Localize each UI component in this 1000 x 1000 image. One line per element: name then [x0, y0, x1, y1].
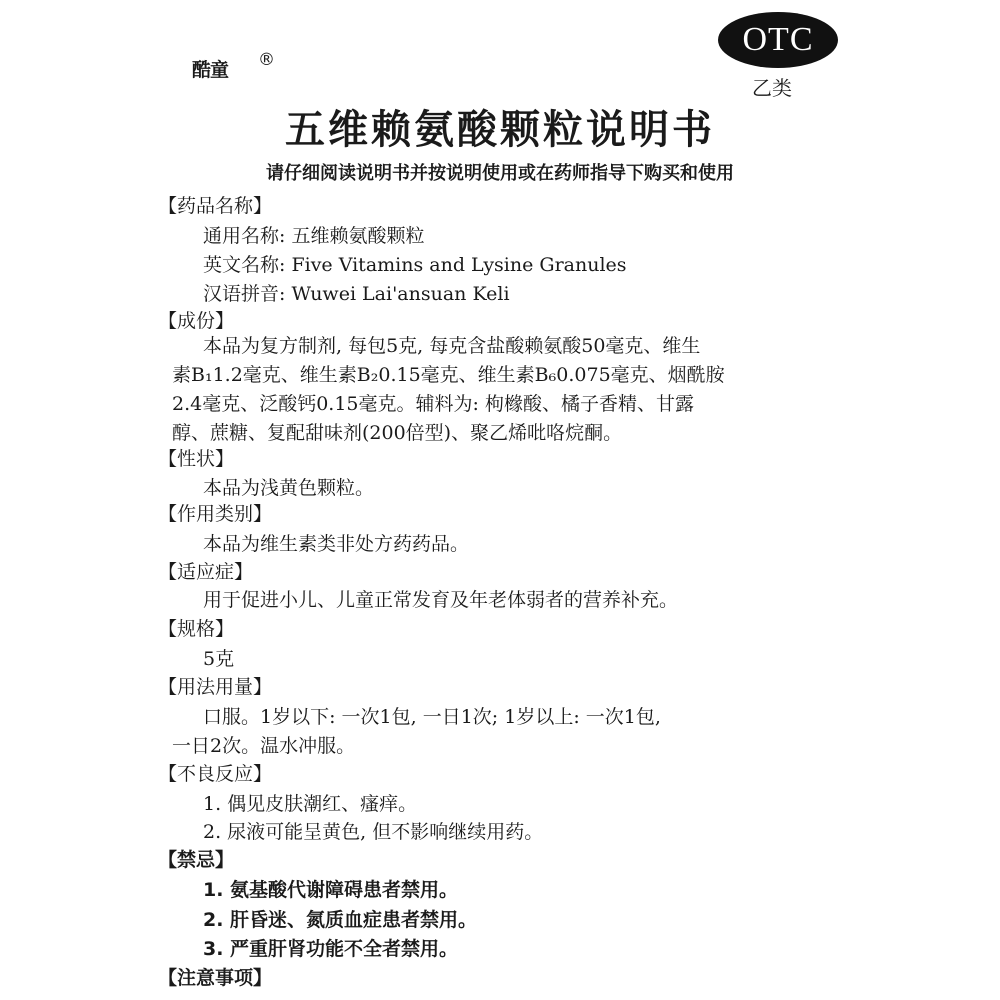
contraindication-item-3: 3. 严重肝肾功能不全者禁用。 [203, 938, 459, 960]
section-heading-drug-name: 【药品名称】 [158, 195, 273, 217]
ingredients-line-1: 本品为复方制剂, 每包5克, 每克含盐酸赖氨酸50毫克、维生 [203, 335, 701, 357]
contraindication-item-1: 1. 氨基酸代谢障碍患者禁用。 [203, 879, 459, 901]
section-heading-category: 【作用类别】 [158, 503, 273, 525]
adverse-item-1: 1. 偶见皮肤潮红、瘙痒。 [203, 793, 418, 815]
dosage-line-2: 一日2次。温水冲服。 [172, 735, 356, 757]
indications-text: 用于促进小儿、儿童正常发育及年老体弱者的营养补充。 [203, 589, 679, 611]
reading-notice: 请仔细阅读说明书并按说明使用或在药师指导下购买和使用 [266, 163, 734, 184]
section-heading-specification: 【规格】 [158, 618, 235, 640]
section-heading-appearance: 【性状】 [158, 448, 235, 470]
ingredients-line-2: 素B₁1.2毫克、维生素B₂0.15毫克、维生素B₆0.075毫克、烟酰胺 [172, 364, 725, 386]
otc-class-label: 乙类 [752, 76, 792, 100]
appearance-text: 本品为浅黄色颗粒。 [203, 477, 375, 499]
pinyin-name: 汉语拼音: Wuwei Lai'ansuan Keli [203, 283, 510, 305]
section-heading-precautions: 【注意事项】 [158, 967, 273, 989]
otc-badge-label: OTC [742, 21, 814, 58]
otc-badge [718, 12, 838, 68]
page-title: 五维赖氨酸颗粒说明书 [285, 107, 715, 153]
section-heading-dosage: 【用法用量】 [158, 676, 273, 698]
ingredients-line-3: 2.4毫克、泛酸钙0.15毫克。辅料为: 枸橼酸、橘子香精、甘露 [172, 393, 694, 415]
section-heading-ingredients: 【成份】 [158, 310, 235, 332]
specification-text: 5克 [203, 648, 235, 670]
brand-logo: 酷童 [192, 59, 229, 81]
english-name: 英文名称: Five Vitamins and Lysine Granules [203, 254, 627, 276]
section-heading-contraindications: 【禁忌】 [158, 849, 235, 871]
category-text: 本品为维生素类非处方药药品。 [203, 533, 470, 555]
registered-mark: ® [258, 50, 275, 70]
adverse-item-2: 2. 尿液可能呈黄色, 但不影响继续用药。 [203, 821, 544, 843]
generic-name: 通用名称: 五维赖氨酸颗粒 [203, 225, 425, 247]
section-heading-indications: 【适应症】 [158, 561, 254, 583]
dosage-line-1: 口服。1岁以下: 一次1包, 一日1次; 1岁以上: 一次1包, [203, 706, 661, 728]
section-heading-adverse: 【不良反应】 [158, 763, 273, 785]
contraindication-item-2: 2. 肝昏迷、氮质血症患者禁用。 [203, 909, 478, 931]
ingredients-line-4: 醇、蔗糖、复配甜味剂(200倍型)、聚乙烯吡咯烷酮。 [172, 422, 623, 444]
